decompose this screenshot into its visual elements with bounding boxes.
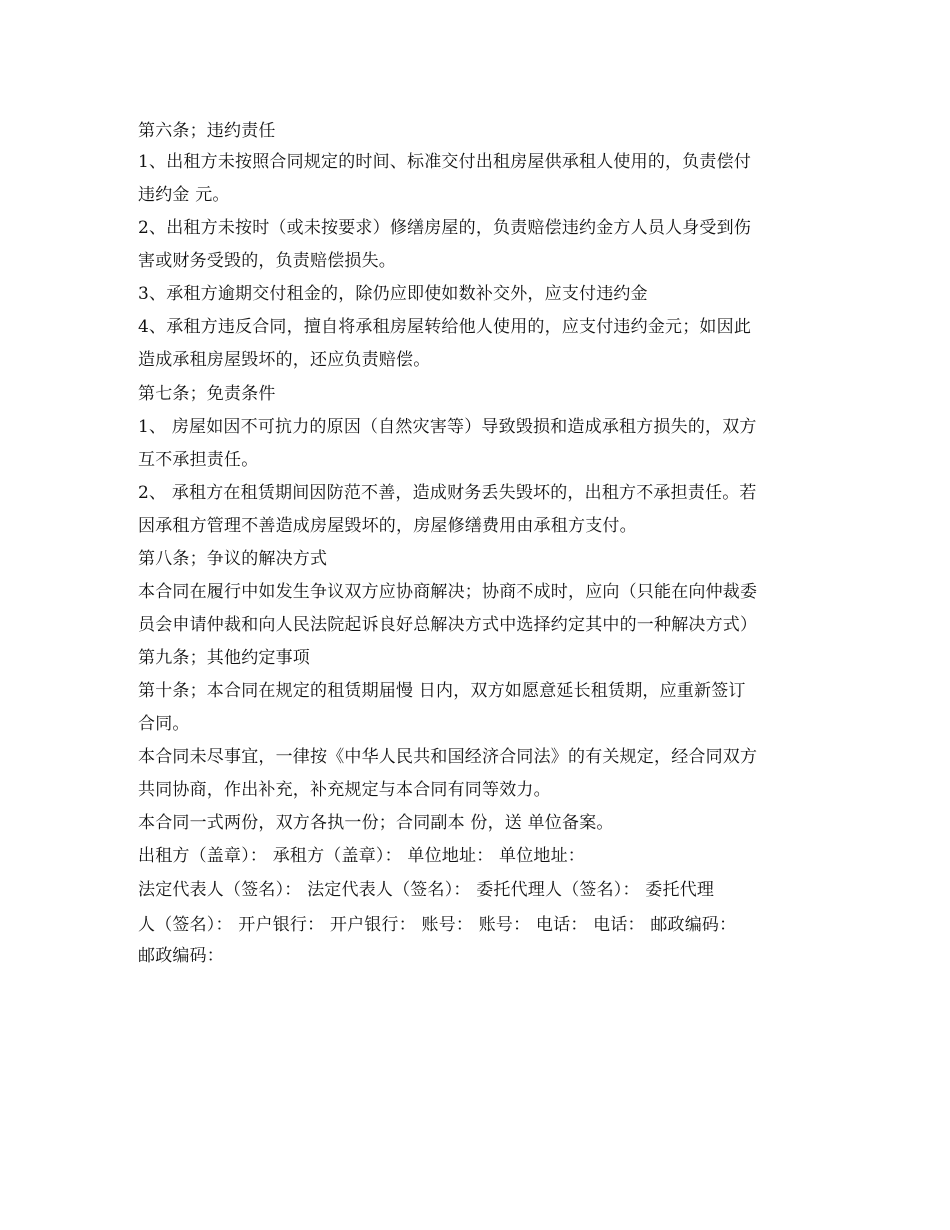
paragraph-line: 合同。 [138, 714, 190, 734]
signature-line: 邮政编码： [138, 946, 224, 966]
paragraph-line: 害或财务受毁的，负责赔偿损失。 [138, 251, 396, 271]
signature-line: 出租方（盖章）： 承租方（盖章）： 单位地址： 单位地址： [138, 846, 586, 866]
signature-line: 法定代表人（签名）： 法定代表人（签名）： 委托代理人（签名）： 委托代理 [138, 880, 715, 900]
paragraph-line: 3、承租方逾期交付租金的，除仍应即使如数补交外，应支付违约金 [138, 284, 648, 304]
section-heading-article-6: 第六条；违约责任 [138, 121, 276, 141]
section-heading-article-8: 第八条；争议的解决方式 [138, 549, 328, 569]
section-heading-article-9: 第九条；其他约定事项 [138, 648, 310, 668]
signature-line: 人（签名）： 开户银行： 开户银行： 账号： 账号： 电话： 电话： 邮政编码： [138, 915, 737, 935]
paragraph-line: 违约金 元。 [138, 185, 230, 205]
paragraph-line: 造成承租房屋毁坏的，还应负责赔偿。 [138, 350, 431, 370]
document-body [138, 116, 814, 970]
paragraph-line: 2、出租方未按时（或未按要求）修缮房屋的，负责赔偿违约金方人员人身受到伤 [138, 218, 752, 238]
paragraph-line: 本合同在履行中如发生争议双方应协商解决；协商不成时，应向（只能在向仲裁委 [138, 582, 758, 602]
paragraph-line: 第十条；本合同在规定的租赁期届慢 日内，双方如愿意延长租赁期，应重新签订 [138, 681, 746, 701]
paragraph-line: 本合同一式两份，双方各执一份；合同副本 份，送 单位备案。 [138, 813, 614, 833]
paragraph-line: 本合同未尽事宜，一律按《中华人民共和国经济合同法》的有关规定，经合同双方 [138, 747, 758, 767]
paragraph-line: 2、 承租方在租赁期间因防范不善，造成财务丢失毁坏的，出租方不承担责任。若 [138, 483, 757, 503]
paragraph-line: 互不承担责任。 [138, 450, 259, 470]
paragraph-line: 4、承租方违反合同，擅自将承租房屋转给他人使用的，应支付违约金元；如因此 [138, 317, 752, 337]
paragraph-line: 共同协商，作出补充，补充规定与本合同有同等效力。 [138, 780, 551, 800]
section-heading-article-7: 第七条；免责条件 [138, 384, 276, 404]
paragraph-line: 员会申请仲裁和向人民法院起诉良好总解决方式中选择约定其中的一种解决方式） [138, 615, 758, 635]
paragraph-line: 1、 房屋如因不可抗力的原因（自然灾害等）导致毁损和造成承租方损失的，双方 [138, 417, 757, 437]
paragraph-line: 因承租方管理不善造成房屋毁坏的，房屋修缮费用由承租方支付。 [138, 516, 637, 536]
paragraph-line: 1、出租方未按照合同规定的时间、标准交付出租房屋供承租人使用的，负责偿付 [138, 152, 752, 172]
